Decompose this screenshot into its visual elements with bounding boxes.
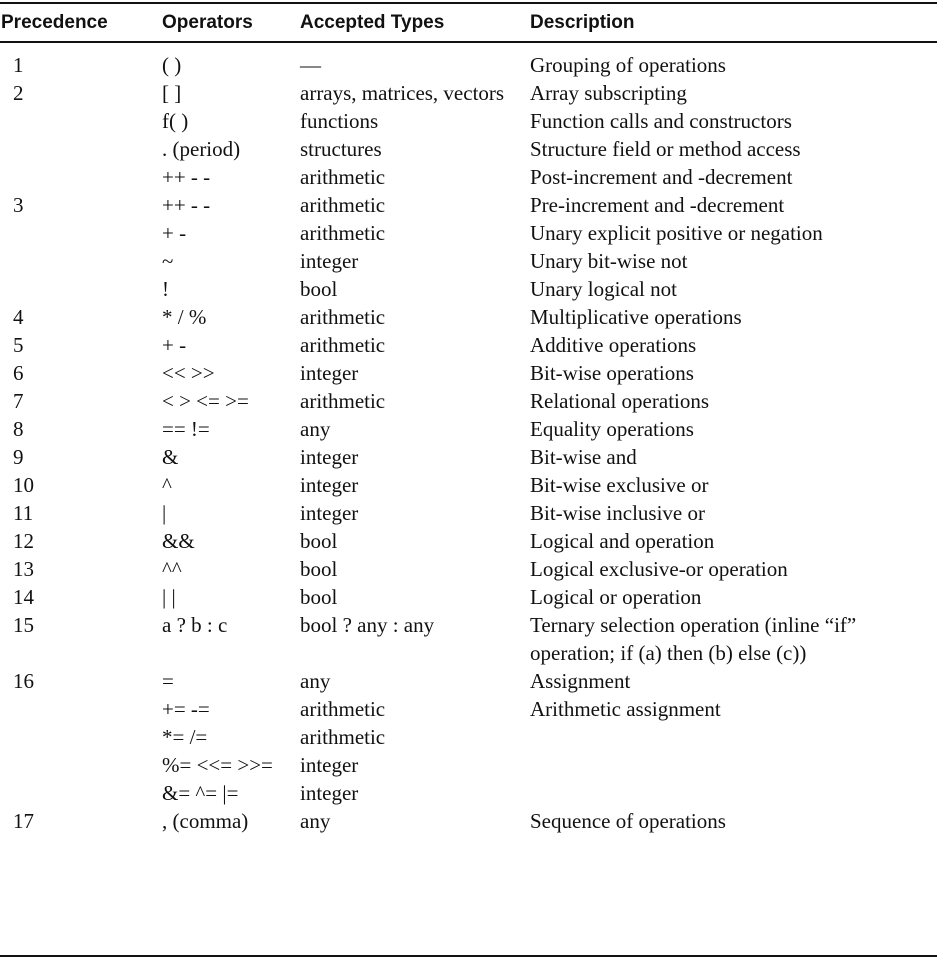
header-row [0,4,937,41]
cell-operators: ~ [162,249,174,273]
cell-precedence: 9 [13,445,24,469]
cell-operators: . (period) [162,137,241,161]
cell-description: Relational operations [530,389,710,413]
cell-accepted-types: arithmetic [300,725,386,749]
cell-precedence [0,107,162,135]
cell-precedence [0,275,162,303]
cell-precedence [0,751,162,779]
header-operators: Operators [162,11,253,33]
cell-operators: | | [162,585,176,609]
cell-description [530,779,937,807]
cell-operators: ++ - - [162,193,211,217]
cell-accepted-types: bool [300,585,338,609]
table-row [0,79,937,107]
cell-operators: < > <= >= [162,389,249,413]
cell-description: Unary logical not [530,277,677,301]
cell-precedence: 17 [13,809,34,833]
cell-description: Pre-increment and -decrement [530,193,785,217]
table-row [0,583,937,611]
cell-operators: *= /= [162,725,208,749]
cell-precedence: 3 [13,193,24,217]
cell-accepted-types: integer [300,473,359,497]
cell-description: Additive operations [530,333,697,357]
cell-accepted-types: arithmetic [300,221,386,245]
cell-accepted-types: integer [300,361,359,385]
cell-precedence: 2 [13,81,24,105]
cell-precedence: 14 [13,585,34,609]
cell-operators: + - [162,333,187,357]
table-row [0,41,937,79]
cell-precedence [0,135,162,163]
cell-precedence: 5 [13,333,24,357]
cell-operators: ++ - - [162,165,211,189]
cell-description: Multiplicative operations [530,305,742,329]
cell-accepted-types: integer [300,501,359,525]
cell-accepted-types: — [300,53,321,77]
cell-precedence: 13 [13,557,34,581]
cell-precedence: 11 [13,501,34,525]
cell-precedence: 6 [13,361,24,385]
table-row [0,415,937,443]
cell-accepted-types: bool [300,557,338,581]
cell-operators: &= ^= |= [162,781,239,805]
table-row [0,331,937,359]
table-row [0,723,937,751]
cell-operators: ( ) [162,53,182,77]
cell-description: Unary bit-wise not [530,249,688,273]
cell-accepted-types: arithmetic [300,697,386,721]
cell-accepted-types: integer [300,781,359,805]
cell-precedence [0,695,162,723]
cell-precedence: 16 [13,669,34,693]
table-row [0,779,937,807]
cell-accepted-types: arithmetic [300,193,386,217]
table-row [0,247,937,275]
cell-description: Assignment [530,669,631,693]
cell-precedence [0,163,162,191]
header-accepted-types: Accepted Types [300,11,445,33]
table-row [0,527,937,555]
table-row [0,695,937,723]
cell-accepted-types: arithmetic [300,305,386,329]
cell-description: Unary explicit positive or negation [530,221,823,245]
cell-description: Logical and operation [530,529,715,553]
cell-accepted-types: functions [300,109,379,133]
cell-precedence [0,219,162,247]
cell-description: Structure field or method access [530,137,801,161]
table-body [0,41,937,835]
table-row [0,107,937,135]
cell-operators: & [162,445,179,469]
cell-description: Function calls and constructors [530,109,792,133]
cell-description: Sequence of operations [530,809,726,833]
cell-accepted-types: structures [300,137,382,161]
cell-operators: ! [162,277,169,301]
table-row [0,751,937,779]
cell-operators: [ ] [162,81,182,105]
cell-accepted-types: integer [300,249,359,273]
cell-accepted-types: arrays, matrices, vectors [300,81,505,105]
cell-operators: += -= [162,697,210,721]
cell-description: Bit-wise inclusive or [530,501,705,525]
cell-accepted-types: integer [300,445,359,469]
cell-precedence: 8 [13,417,24,441]
cell-accepted-types: arithmetic [300,389,386,413]
cell-accepted-types: arithmetic [300,165,386,189]
header-description: Description [530,11,635,33]
cell-description [530,723,937,751]
cell-description: Grouping of operations [530,53,726,77]
cell-operators: a ? b : c [162,613,228,637]
cell-description: Equality operations [530,417,694,441]
operator-precedence-table [0,4,937,835]
table-row [0,275,937,303]
cell-description: Bit-wise operations [530,361,694,385]
table-row [0,667,937,695]
bottom-rule [0,955,937,957]
cell-operators: + - [162,221,187,245]
table-row [0,499,937,527]
table-row [0,359,937,387]
table-row [0,807,937,835]
cell-description: Arithmetic assignment [530,697,721,721]
cell-accepted-types: integer [300,753,359,777]
table-row [0,191,937,219]
cell-operators: , (comma) [162,809,249,833]
cell-operators: f( ) [162,109,189,133]
cell-precedence: 7 [13,389,24,413]
cell-precedence [0,779,162,807]
cell-precedence: 1 [13,53,24,77]
table-row [0,471,937,499]
cell-description: Array subscripting [530,81,687,105]
cell-operators: == != [162,417,210,441]
cell-operators: = [162,669,174,693]
table-row [0,555,937,583]
cell-precedence [0,247,162,275]
cell-precedence: 15 [13,613,34,637]
cell-accepted-types: bool ? any : any [300,613,435,637]
cell-operators: << >> [162,361,215,385]
table-row [0,219,937,247]
cell-accepted-types: any [300,417,331,441]
cell-operators: %= <<= >>= [162,753,273,777]
cell-precedence: 4 [13,305,24,329]
table-row [0,387,937,415]
cell-description: Logical exclusive-or operation [530,557,788,581]
cell-operators: && [162,529,195,553]
cell-description: Bit-wise exclusive or [530,473,709,497]
cell-description: Ternary selection operation (inline “if” operation; if (a) then (b) else (c)) [530,613,857,665]
header-precedence: Precedence [1,11,108,33]
cell-description [530,751,937,779]
cell-precedence: 10 [13,473,34,497]
table-row [0,611,937,667]
cell-description: Post-increment and -decrement [530,165,793,189]
cell-operators: | [162,501,167,525]
cell-precedence [0,723,162,751]
cell-accepted-types: any [300,669,331,693]
cell-description: Logical or operation [530,585,702,609]
cell-accepted-types: bool [300,529,338,553]
cell-operators: ^ [162,473,172,497]
cell-accepted-types: arithmetic [300,333,386,357]
cell-accepted-types: any [300,809,331,833]
cell-operators: * / % [162,305,207,329]
cell-operators: ^^ [162,557,182,581]
table-row [0,443,937,471]
cell-precedence: 12 [13,529,34,553]
table-row [0,163,937,191]
cell-accepted-types: bool [300,277,338,301]
table-row [0,135,937,163]
table-row [0,303,937,331]
cell-description: Bit-wise and [530,445,637,469]
